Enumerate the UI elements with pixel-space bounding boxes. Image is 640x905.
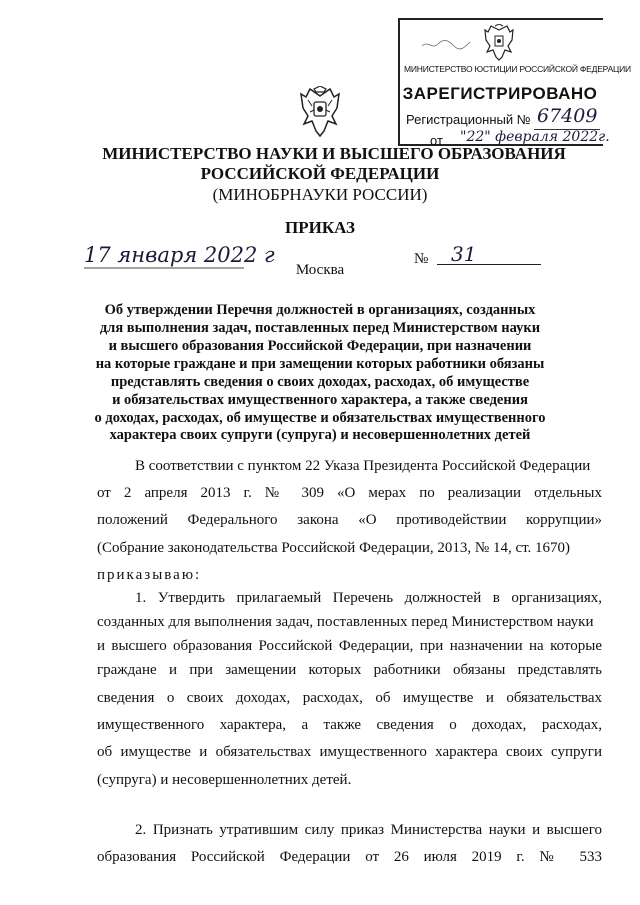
intro-line: положений Федерального закона «О противодействии коррупции» <box>97 512 602 528</box>
title-line: и высшего образования Российской Федерации, при назначении <box>108 338 532 354</box>
stamp-reg-label: Регистрационный № <box>406 112 531 127</box>
stamp-date <box>460 129 610 145</box>
intro-line: В соответствии с пунктом 22 Указа Президента Российской Федерации <box>135 458 591 474</box>
item1-line: сведения о своих доходах, расходах, об имуществе и обязательствах <box>97 690 602 706</box>
ministry-abbr: (МИНОБРНАУКИ РОССИИ) <box>212 185 428 204</box>
stamp-date-day: "22" <box>460 129 491 145</box>
title-line: Об утверждении Перечня должностей в организациях, созданных <box>104 302 536 318</box>
title-line: и обязательствах имущественного характера, а также сведения <box>112 392 528 408</box>
title-line: представлять сведения о своих доходах, расходах, об имуществе <box>110 374 530 390</box>
item2-line: образования Российской Федерации от 26 июля 2019 г. № 533 <box>97 849 602 865</box>
title-line: для выполнения задач, поставленных перед Министерством науки <box>99 320 541 336</box>
item1-line: об имуществе и обязательствах имущественного характера своих супруги <box>97 744 602 760</box>
title-line: на которые граждане и при замещении которых работники обязаны <box>95 356 545 372</box>
title-line: о доходах, расходах, об имуществе и обязательствах имущественного <box>94 410 546 426</box>
item1-line: имущественного характера, а также сведения о доходах, расходах, <box>97 717 602 733</box>
ministry-name: МИНИСТЕРСТВО НАУКИ И ВЫСШЕГО ОБРАЗОВАНИЯ <box>102 144 566 163</box>
order-number-label: № <box>414 251 429 267</box>
stamp-ministry: МИНИСТЕРСТВО ЮСТИЦИИ РОССИЙСКОЙ ФЕДЕРАЦИИ <box>404 64 631 74</box>
document-type: ПРИКАЗ <box>285 218 355 237</box>
item2-line: 2. Признать утратившим силу приказ Министерства науки и высшего <box>135 822 602 838</box>
intro-closing: приказываю: <box>97 567 202 583</box>
federation-name: РОССИЙСКОЙ ФЕДЕРАЦИИ <box>200 164 440 183</box>
registration-stamp <box>398 18 631 148</box>
item1-line: граждане и при замещении которых работники обязаны представлять <box>97 662 602 678</box>
stamp-signature-scribble <box>420 36 472 52</box>
city: Москва <box>295 262 345 278</box>
stamp-emblem-icon <box>482 24 516 62</box>
intro-line: от 2 апреля 2013 г. № 309 «О мерах по реализации отдельных <box>97 485 602 501</box>
stamp-from-label: от <box>430 133 443 148</box>
item1-line: (супруга) и несовершеннолетних детей. <box>97 772 352 788</box>
title-line: характера своих супруги (супруга) и несовершеннолетних детей <box>109 427 531 443</box>
order-date: 17 января 2022 г <box>84 243 275 267</box>
intro-line: (Собрание законодательства Российской Федерации, 2013, № 14, ст. 1670) <box>97 540 571 556</box>
stamp-title: ЗАРЕГИСТРИРОВАНО <box>402 84 598 103</box>
stamp-date-year: 2022г. <box>562 129 610 145</box>
item1-line: 1. Утвердить прилагаемый Перечень должностей в организациях, <box>135 590 602 606</box>
item1-line: и высшего образования Российской Федерации, при назначении на которые <box>97 638 602 654</box>
order-number: 31 <box>451 242 477 266</box>
stamp-date-month: февраля <box>495 129 559 145</box>
coat-of-arms-icon <box>298 86 342 138</box>
item1-line: созданных для выполнения задач, поставленных перед Министерством науки <box>97 614 594 630</box>
stamp-reg-number: 67409 <box>537 105 598 127</box>
